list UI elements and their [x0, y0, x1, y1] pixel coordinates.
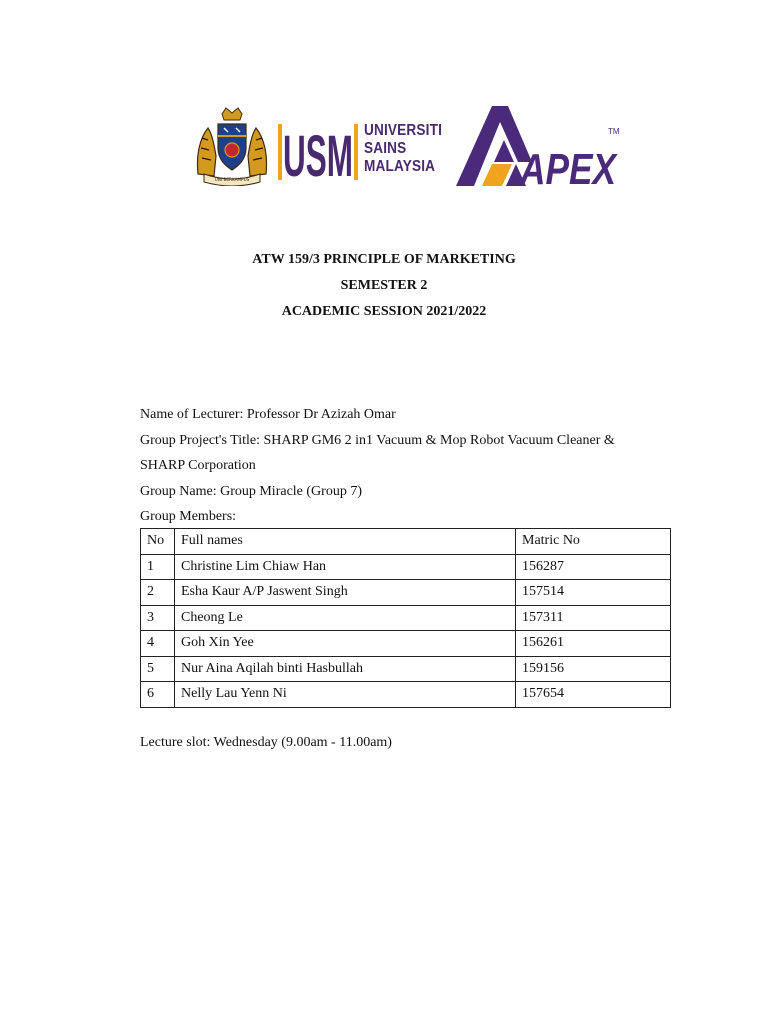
- usm-crest-logo: [194, 104, 270, 186]
- table-row: [141, 656, 671, 682]
- university-line: MALAYSIA: [364, 158, 436, 175]
- table-row: [141, 605, 671, 631]
- apex-trademark: TM: [608, 127, 620, 136]
- cell-matric-no: 157514: [516, 580, 671, 606]
- cell-matric-no: 157654: [516, 682, 671, 708]
- university-line: UNIVERSITI: [364, 122, 443, 139]
- lecture-slot: Lecture slot: Wednesday (9.00am - 11.00am): [140, 735, 392, 750]
- usm-letter-logo: [278, 122, 358, 182]
- cell-matric-no: 156261: [516, 631, 671, 657]
- cell-full-name: Esha Kaur A/P Jaswent Singh: [175, 580, 516, 606]
- header-full-names: Full names: [175, 529, 516, 555]
- cell-no: 1: [141, 554, 175, 580]
- crest-motto: UNI BERKAMPUS: [214, 177, 250, 182]
- project-title-line: SHARP Corporation: [140, 458, 256, 473]
- cell-full-name: Nelly Lau Yenn Ni: [175, 682, 516, 708]
- lecturer-line: Name of Lecturer: Professor Dr Azizah Omar: [140, 407, 396, 422]
- project-title-line: Group Project's Title: SHARP GM6 2 in1 Vacuum & Mop Robot Vacuum Cleaner &: [140, 432, 615, 448]
- group-members-table: [140, 528, 671, 708]
- cell-matric-no: 159156: [516, 656, 671, 682]
- document-heading: [0, 252, 768, 330]
- group-members-label: Group Members:: [140, 509, 237, 524]
- university-name-logo: [364, 122, 442, 176]
- table-row: [141, 631, 671, 657]
- logo-banner: [194, 100, 624, 190]
- table-row: [141, 682, 671, 708]
- session-title: ACADEMIC SESSION 2021/2022: [281, 304, 487, 319]
- header-no: No: [141, 529, 175, 555]
- cell-no: 4: [141, 631, 175, 657]
- header-matric-no: Matric No: [516, 529, 671, 555]
- course-title: ATW 159/3 PRINCIPLE OF MARKETING: [252, 252, 516, 267]
- cell-full-name: Nur Aina Aqilah binti Hasbullah: [175, 656, 516, 682]
- university-line: SAINS: [364, 140, 407, 157]
- table-row: [141, 554, 671, 580]
- cell-matric-no: 156287: [516, 554, 671, 580]
- cell-full-name: Goh Xin Yee: [175, 631, 516, 657]
- cell-matric-no: 157311: [516, 605, 671, 631]
- usm-letters: USM: [283, 124, 353, 182]
- semester-title: SEMESTER 2: [340, 278, 428, 293]
- project-info: [140, 402, 680, 530]
- cell-full-name: Christine Lim Chiaw Han: [175, 554, 516, 580]
- cell-no: 2: [141, 580, 175, 606]
- apex-wordmark: APEX: [519, 145, 619, 188]
- table-header-row: [141, 529, 671, 555]
- group-name-line: Group Name: Group Miracle (Group 7): [140, 483, 362, 499]
- apex-logo: [452, 104, 624, 188]
- table-row: [141, 580, 671, 606]
- cell-no: 3: [141, 605, 175, 631]
- cell-no: 5: [141, 656, 175, 682]
- cell-full-name: Cheong Le: [175, 605, 516, 631]
- cell-no: 6: [141, 682, 175, 708]
